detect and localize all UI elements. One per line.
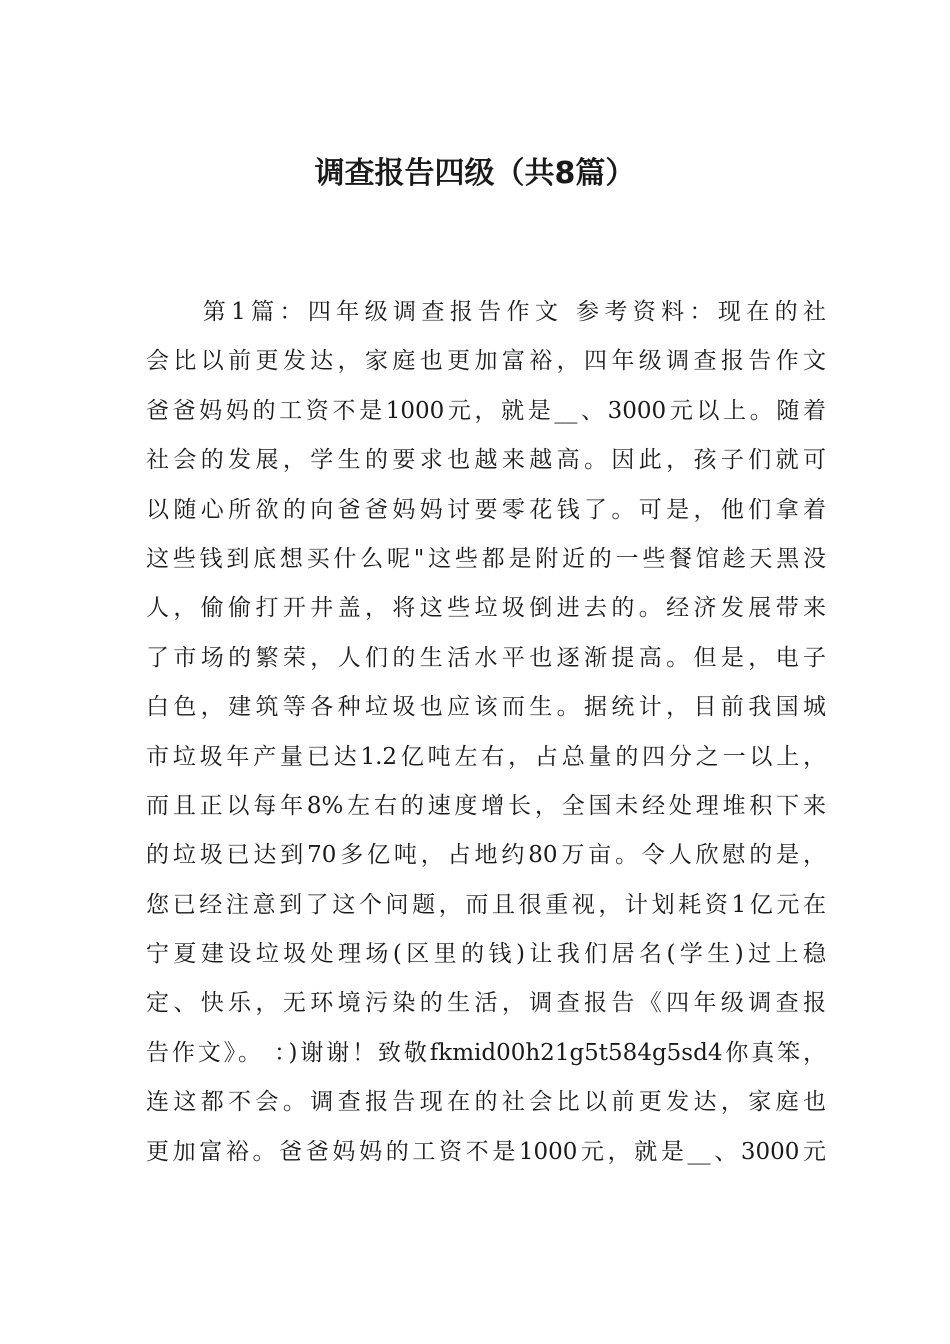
body-line: 会比以前更发达，家庭也更加富裕，四年级调查报告作文 bbox=[146, 348, 826, 375]
body-line: 而且正以每年8%左右的速度增长，全国未经处理堆积下来 bbox=[146, 792, 826, 819]
body-line: 爸爸妈妈的工资不是1000元，就是__、3000元以上。随着 bbox=[146, 397, 826, 424]
body-line: 人，偷偷打开井盖，将这些垃圾倒进去的。经济发展带来 bbox=[146, 595, 826, 622]
body-line: 社会的发展，学生的要求也越来越高。因此，孩子们就可 bbox=[146, 447, 826, 474]
document-title: 调查报告四级（共8篇） bbox=[314, 156, 636, 191]
body-line: 的垃圾已达到70多亿吨，占地约80万亩。令人欣慰的是， bbox=[146, 842, 826, 869]
body-line: 宁夏建设垃圾处理场(区里的钱)让我们居名(学生)过上稳 bbox=[146, 941, 826, 968]
body-line: 连这都不会。调查报告现在的社会比以前更发达，家庭也 bbox=[146, 1089, 826, 1116]
body-line: 了市场的繁荣，人们的生活水平也逐渐提高。但是，电子 bbox=[146, 644, 826, 671]
body-line: 白色，建筑等各种垃圾也应该而生。据统计，目前我国城 bbox=[146, 694, 826, 721]
document-body bbox=[146, 288, 826, 1177]
body-line: 以随心所欲的向爸爸妈妈讨要零花钱了。可是，他们拿着 bbox=[146, 496, 826, 523]
body-line: 告作文》。 ：)谢谢！致敬fkmid00h21g5t584g5sd4你真笨， bbox=[146, 1039, 826, 1066]
body-line: 更加富裕。爸爸妈妈的工资不是1000元，就是__、3000元 bbox=[146, 1138, 826, 1165]
body-line: 市垃圾年产量已达1.2亿吨左右，占总量的四分之一以上， bbox=[146, 743, 826, 770]
body-line: 这些钱到底想买什么呢"这些都是附近的一些餐馆趁天黑没 bbox=[146, 545, 826, 572]
body-line: 定、快乐，无环境污染的生活，调查报告《四年级调查报 bbox=[146, 990, 826, 1017]
body-line: 您已经注意到了这个问题，而且很重视，计划耗资1亿元在 bbox=[146, 891, 826, 918]
body-line: 第1篇：四年级调查报告作文 参考资料：现在的社 bbox=[146, 299, 826, 325]
